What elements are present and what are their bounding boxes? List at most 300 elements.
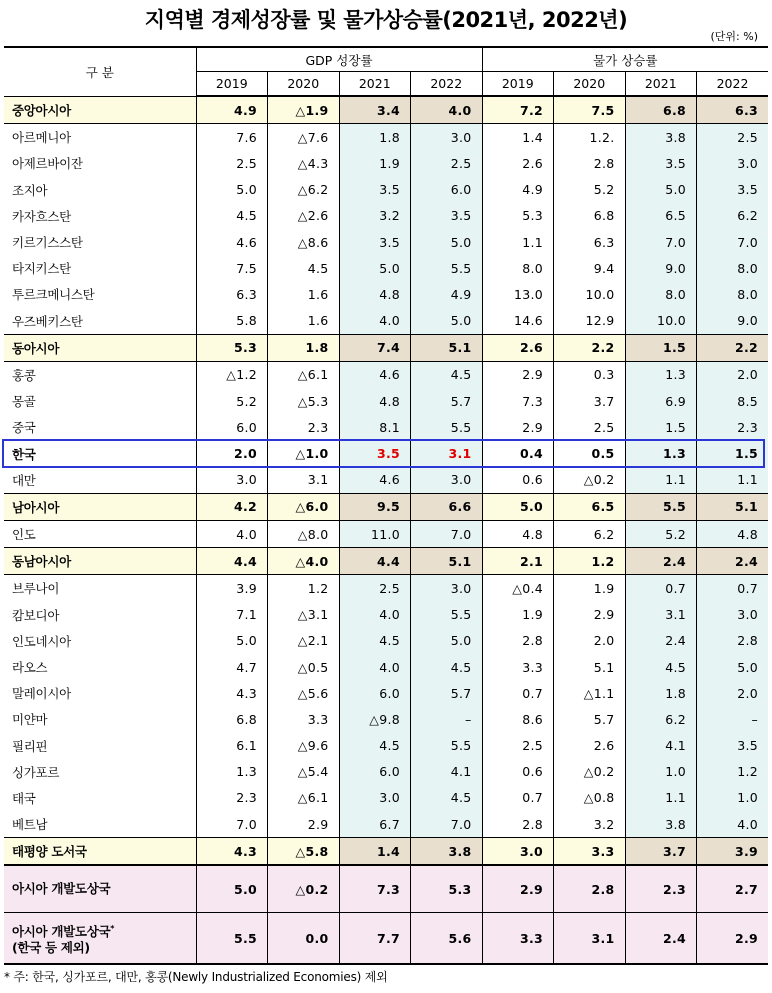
gdp-2022: 3.0 [411, 467, 483, 494]
gdp-2019: 4.7 [196, 654, 268, 680]
cpi-2021: 1.3 [625, 361, 697, 388]
gdp-2022: 6.0 [411, 177, 483, 203]
region-row [4, 96, 768, 124]
gdp-2021: 4.5 [339, 733, 411, 759]
cpi-2019: 0.6 [482, 467, 554, 494]
row-name: 싱가포르 [12, 764, 60, 780]
row-name: 태국 [12, 790, 36, 806]
cpi-2022: 6.2 [697, 203, 769, 229]
cpi-2019: 0.6 [482, 759, 554, 785]
gdp-2021: 6.7 [339, 811, 411, 838]
cpi-2020: 2.0 [554, 628, 626, 654]
row-name: 동남아시아 [4, 548, 196, 575]
header-year: 2022 [411, 72, 483, 97]
gdp-2022: 2.5 [411, 150, 483, 176]
gdp-2021: 4.6 [339, 361, 411, 388]
gdp-2019: 7.1 [196, 602, 268, 628]
cpi-2021: 6.9 [625, 388, 697, 414]
gdp-2019: 6.3 [196, 281, 268, 307]
cpi-2019: 2.9 [482, 865, 554, 913]
country-row [4, 733, 768, 759]
country-row [4, 785, 768, 811]
gdp-2022: 5.0 [411, 308, 483, 335]
cpi-2022: 8.5 [697, 388, 769, 414]
cpi-2020: 6.8 [554, 203, 626, 229]
gdp-2022: 3.0 [411, 124, 483, 151]
country-row [4, 628, 768, 654]
cpi-2019: 1.9 [482, 602, 554, 628]
gdp-2019: 3.9 [196, 575, 268, 602]
row-name: 투르크메니스탄 [12, 287, 95, 303]
gdp-2022: 5.5 [411, 602, 483, 628]
cpi-2021: 10.0 [625, 308, 697, 335]
row-name: 몽골 [12, 394, 36, 410]
cpi-2021: 3.5 [625, 150, 697, 176]
gdp-2022: 5.0 [411, 628, 483, 654]
country-row [4, 467, 768, 494]
gdp-2021: 4.6 [339, 467, 411, 494]
country-row [4, 602, 768, 628]
cpi-2019: 5.3 [482, 203, 554, 229]
gdp-2020: △9.6 [268, 733, 340, 759]
cpi-2022: 1.0 [697, 785, 769, 811]
cpi-2019: 1.1 [482, 229, 554, 255]
gdp-2019: 5.0 [196, 177, 268, 203]
country-row [4, 521, 768, 548]
gdp-2022: 4.5 [411, 654, 483, 680]
row-name: 조지아 [12, 182, 48, 198]
header-year: 2020 [268, 72, 340, 97]
cpi-2021: 2.4 [625, 548, 697, 575]
cpi-2021: 7.0 [625, 229, 697, 255]
cpi-2020: 2.8 [554, 865, 626, 913]
gdp-2019: 4.3 [196, 838, 268, 866]
gdp-2022: 4.9 [411, 281, 483, 307]
country-row [4, 229, 768, 255]
country-row [4, 177, 768, 203]
cpi-2020: 7.5 [554, 96, 626, 124]
row-name: 아제르바이잔 [12, 156, 83, 172]
gdp-2021: 1.8 [339, 124, 411, 151]
gdp-2020: △8.0 [268, 521, 340, 548]
gdp-2020: 1.6 [268, 281, 340, 307]
cpi-2021: 5.0 [625, 177, 697, 203]
row-name: 한국 [12, 446, 36, 462]
gdp-2020: △6.1 [268, 785, 340, 811]
gdp-2021: 4.8 [339, 281, 411, 307]
cpi-2021: 3.8 [625, 124, 697, 151]
gdp-2019: 7.6 [196, 124, 268, 151]
cpi-2022: 3.9 [697, 838, 769, 866]
cpi-2021: 5.2 [625, 521, 697, 548]
cpi-2021: 9.0 [625, 255, 697, 281]
cpi-2022: 2.0 [697, 361, 769, 388]
gdp-2020: 3.3 [268, 706, 340, 732]
cpi-2020: 2.2 [554, 334, 626, 361]
country-row [4, 255, 768, 281]
cpi-2021: 1.3 [625, 440, 697, 466]
gdp-2020: 1.2 [268, 575, 340, 602]
row-name: 카자흐스탄 [12, 208, 71, 224]
cpi-2021: 2.4 [625, 913, 697, 965]
gdp-2021: 3.5 [339, 229, 411, 255]
cpi-2020: △1.1 [554, 680, 626, 706]
page-title: 지역별 경제성장률 및 물가상승률(2021년, 2022년) [144, 8, 628, 32]
gdp-2022: 5.3 [411, 865, 483, 913]
cpi-2021: 1.8 [625, 680, 697, 706]
cpi-2020: 6.3 [554, 229, 626, 255]
header-year: 2020 [554, 72, 626, 97]
cpi-2019: 1.4 [482, 124, 554, 151]
cpi-2022: 2.8 [697, 628, 769, 654]
gdp-2021: 11.0 [339, 521, 411, 548]
row-name: 중앙아시아 [4, 96, 196, 124]
gdp-2021: 4.4 [339, 548, 411, 575]
cpi-2020: 1.9 [554, 575, 626, 602]
row-name: 캄보디아 [12, 607, 60, 623]
cpi-2022: 5.0 [697, 654, 769, 680]
cpi-2019: 4.8 [482, 521, 554, 548]
cpi-2021: 1.0 [625, 759, 697, 785]
cpi-2020: 9.4 [554, 255, 626, 281]
gdp-2019: 6.1 [196, 733, 268, 759]
cpi-2022: 2.5 [697, 124, 769, 151]
country-row [4, 150, 768, 176]
cpi-2019: 0.7 [482, 680, 554, 706]
gdp-2020: △6.2 [268, 177, 340, 203]
cpi-2021: 3.8 [625, 811, 697, 838]
cpi-2019: 4.9 [482, 177, 554, 203]
cpi-2020: 2.8 [554, 150, 626, 176]
gdp-2019: 4.3 [196, 680, 268, 706]
country-row [4, 361, 768, 388]
gdp-2020: △4.3 [268, 150, 340, 176]
gdp-2019: 4.5 [196, 203, 268, 229]
gdp-2020: △6.0 [268, 493, 340, 520]
country-row [4, 759, 768, 785]
cpi-2019: 2.6 [482, 334, 554, 361]
cpi-2021: 2.3 [625, 865, 697, 913]
gdp-2020: 2.9 [268, 811, 340, 838]
cpi-2020: 2.6 [554, 733, 626, 759]
cpi-2021: 6.8 [625, 96, 697, 124]
gdp-2019: 4.4 [196, 548, 268, 575]
gdp-2019: 2.3 [196, 785, 268, 811]
cpi-2019: 3.3 [482, 654, 554, 680]
gdp-2019: 4.2 [196, 493, 268, 520]
gdp-2019: 7.5 [196, 255, 268, 281]
header-year: 2021 [625, 72, 697, 97]
row-name: 아시아 개발도상국 [4, 865, 196, 913]
region-row [4, 334, 768, 361]
gdp-2022: 5.5 [411, 255, 483, 281]
gdp-2021: 4.0 [339, 602, 411, 628]
gdp-2021: 4.5 [339, 628, 411, 654]
cpi-2020: 5.7 [554, 706, 626, 732]
gdp-2021: 3.2 [339, 203, 411, 229]
gdp-2020: △5.8 [268, 838, 340, 866]
region-row [4, 838, 768, 866]
header-year: 2021 [339, 72, 411, 97]
cpi-2021: 5.5 [625, 493, 697, 520]
gdp-2022: 5.5 [411, 733, 483, 759]
country-row [4, 203, 768, 229]
row-name [4, 913, 196, 965]
row-name: 베트남 [12, 817, 48, 833]
gdp-2021: 7.4 [339, 334, 411, 361]
cpi-2020: 6.2 [554, 521, 626, 548]
cpi-2021: 1.5 [625, 334, 697, 361]
row-name: 대만 [12, 472, 36, 488]
cpi-2020: 5.1 [554, 654, 626, 680]
gdp-2020: 0.0 [268, 913, 340, 965]
gdp-2020: △5.4 [268, 759, 340, 785]
cpi-2022: 1.1 [697, 467, 769, 494]
row-name: 인도네시아 [12, 633, 71, 649]
cpi-2022: 2.0 [697, 680, 769, 706]
country-row [4, 124, 768, 151]
gdp-2022: 4.5 [411, 361, 483, 388]
gdp-2019: 6.8 [196, 706, 268, 732]
gdp-2020: △1.9 [268, 96, 340, 124]
gdp-2019: 4.9 [196, 96, 268, 124]
cpi-2019: 7.3 [482, 388, 554, 414]
gdp-2020: △1.0 [268, 440, 340, 466]
gdp-2022: 3.1 [411, 440, 483, 466]
gdp-2020: △2.1 [268, 628, 340, 654]
cpi-2019: △0.4 [482, 575, 554, 602]
cpi-2020: 3.3 [554, 838, 626, 866]
country-row [4, 414, 768, 440]
row-name: 아르메니아 [12, 130, 71, 146]
country-row [4, 654, 768, 680]
gdp-2019: 5.3 [196, 334, 268, 361]
gdp-2021: 7.7 [339, 913, 411, 965]
gdp-2019: 7.0 [196, 811, 268, 838]
gdp-2022: 5.1 [411, 334, 483, 361]
gdp-2019: 5.8 [196, 308, 268, 335]
cpi-2021: 8.0 [625, 281, 697, 307]
cpi-2019: 2.6 [482, 150, 554, 176]
cpi-2022: – [697, 706, 769, 732]
cpi-2022: 5.1 [697, 493, 769, 520]
cpi-2020: 1.2 [554, 548, 626, 575]
cpi-2020: 0.3 [554, 361, 626, 388]
gdp-2021: 6.0 [339, 759, 411, 785]
cpi-2020: 0.5 [554, 440, 626, 466]
gdp-2020: 1.6 [268, 308, 340, 335]
cpi-2019: 5.0 [482, 493, 554, 520]
cpi-2019: 8.0 [482, 255, 554, 281]
gdp-2019: 4.6 [196, 229, 268, 255]
cpi-2019: 14.6 [482, 308, 554, 335]
header-gdp: GDP 성장률 [196, 47, 482, 72]
header-year: 2019 [482, 72, 554, 97]
cpi-2021: 1.5 [625, 414, 697, 440]
cpi-2019: 13.0 [482, 281, 554, 307]
header-row-groups [4, 47, 768, 72]
gdp-2020: 1.8 [268, 334, 340, 361]
header-year: 2019 [196, 72, 268, 97]
gdp-2022: 5.1 [411, 548, 483, 575]
cpi-2019: 0.7 [482, 785, 554, 811]
gdp-2022: 5.6 [411, 913, 483, 965]
row-name: 미얀마 [12, 712, 48, 728]
cpi-2022: 2.9 [697, 913, 769, 965]
gdp-2021: 1.9 [339, 150, 411, 176]
cpi-2019: 2.8 [482, 811, 554, 838]
gdp-2022: 3.8 [411, 838, 483, 866]
gdp-2022: 5.0 [411, 229, 483, 255]
cpi-2021: 4.1 [625, 733, 697, 759]
cpi-2022: 3.5 [697, 733, 769, 759]
gdp-2020: △2.6 [268, 203, 340, 229]
row-name: 홍콩 [12, 367, 36, 383]
cpi-2019: 2.8 [482, 628, 554, 654]
gdp-2021: 6.0 [339, 680, 411, 706]
footnote-marker: * [110, 923, 115, 933]
cpi-2019: 7.2 [482, 96, 554, 124]
header-cpi: 물가 상승률 [482, 47, 768, 72]
gdp-2021: 3.5 [339, 177, 411, 203]
gdp-2021: 4.0 [339, 308, 411, 335]
gdp-2020: △3.1 [268, 602, 340, 628]
gdp-2021: △9.8 [339, 706, 411, 732]
gdp-2019: 6.0 [196, 414, 268, 440]
gdp-2019: 1.3 [196, 759, 268, 785]
gdp-2022: 7.0 [411, 521, 483, 548]
gdp-2022: 4.1 [411, 759, 483, 785]
gdp-2022: 3.0 [411, 575, 483, 602]
gdp-2019: 5.5 [196, 913, 268, 965]
country-row [4, 680, 768, 706]
cpi-2022: 3.5 [697, 177, 769, 203]
gdp-2022: – [411, 706, 483, 732]
gdp-2021: 7.3 [339, 865, 411, 913]
gdp-2020: △7.6 [268, 124, 340, 151]
cpi-2020: △0.2 [554, 467, 626, 494]
cpi-2022: 3.0 [697, 150, 769, 176]
gdp-2021: 8.1 [339, 414, 411, 440]
row-name: 태평양 도서국 [4, 838, 196, 866]
gdp-2021: 3.5 [339, 440, 411, 466]
row-name: 우즈베키스탄 [12, 313, 83, 329]
gdp-2019: 2.5 [196, 150, 268, 176]
country-row [4, 706, 768, 732]
cpi-2022: 1.2 [697, 759, 769, 785]
cpi-2022: 2.7 [697, 865, 769, 913]
gdp-2020: △6.1 [268, 361, 340, 388]
cpi-2021: 2.4 [625, 628, 697, 654]
cpi-2021: 3.7 [625, 838, 697, 866]
cpi-2021: 4.5 [625, 654, 697, 680]
cpi-2019: 3.0 [482, 838, 554, 866]
gdp-2021: 4.8 [339, 388, 411, 414]
row-name: 남아시아 [4, 493, 196, 520]
gdp-2019: 4.0 [196, 521, 268, 548]
region-row [4, 493, 768, 520]
cpi-2019: 2.5 [482, 733, 554, 759]
total-row-developing-asia-excl [4, 913, 768, 965]
cpi-2022: 2.3 [697, 414, 769, 440]
gdp-2020: 4.5 [268, 255, 340, 281]
cpi-2020: 3.1 [554, 913, 626, 965]
row-name: 중국 [12, 420, 36, 436]
cpi-2021: 0.7 [625, 575, 697, 602]
gdp-2022: 5.7 [411, 680, 483, 706]
cpi-2019: 8.6 [482, 706, 554, 732]
gdp-2022: 6.6 [411, 493, 483, 520]
row-name: 말레이시아 [12, 686, 71, 702]
cpi-2020: 2.9 [554, 602, 626, 628]
gdp-2020: 3.1 [268, 467, 340, 494]
country-row [4, 281, 768, 307]
gdp-2020: 2.3 [268, 414, 340, 440]
row-name: 인도 [12, 527, 36, 543]
gdp-2021: 3.0 [339, 785, 411, 811]
gdp-2019: 5.0 [196, 865, 268, 913]
row-name-line1: 아시아 개발도상국 [12, 924, 111, 940]
gdp-2019: △1.2 [196, 361, 268, 388]
cpi-2020: 3.2 [554, 811, 626, 838]
row-name: 동아시아 [4, 334, 196, 361]
cpi-2021: 1.1 [625, 467, 697, 494]
cpi-2020: 1.2. [554, 124, 626, 151]
gdp-2021: 5.0 [339, 255, 411, 281]
cpi-2020: 6.5 [554, 493, 626, 520]
cpi-2019: 2.1 [482, 548, 554, 575]
country-row [4, 575, 768, 602]
unit-label: (단위: %) [710, 30, 758, 43]
row-name: 키르기스스탄 [12, 235, 83, 251]
row-name: 라오스 [12, 660, 48, 676]
gdp-2021: 3.4 [339, 96, 411, 124]
gdp-2022: 3.5 [411, 203, 483, 229]
row-name: 타지키스탄 [12, 261, 71, 277]
country-row [4, 308, 768, 335]
cpi-2022: 1.5 [697, 440, 769, 466]
cpi-2020: △0.8 [554, 785, 626, 811]
gdp-2021: 9.5 [339, 493, 411, 520]
row-name: 필리핀 [12, 738, 48, 754]
total-row-developing-asia [4, 865, 768, 913]
gdp-2022: 4.5 [411, 785, 483, 811]
cpi-2022: 8.0 [697, 281, 769, 307]
cpi-2021: 6.5 [625, 203, 697, 229]
table-body [4, 96, 768, 964]
cpi-2022: 8.0 [697, 255, 769, 281]
gdp-2021: 4.0 [339, 654, 411, 680]
cpi-2021: 1.1 [625, 785, 697, 811]
gdp-2020: △0.2 [268, 865, 340, 913]
cpi-2022: 4.8 [697, 521, 769, 548]
gdp-2019: 2.0 [196, 440, 268, 466]
gdp-2019: 3.0 [196, 467, 268, 494]
row-name: 브루나이 [12, 581, 60, 597]
cpi-2022: 2.2 [697, 334, 769, 361]
footnote: * 주: 한국, 싱가포르, 대만, 홍콩(Newly Industrialized Economies) 제외 [4, 970, 388, 984]
gdp-2020: △4.0 [268, 548, 340, 575]
cpi-2020: 12.9 [554, 308, 626, 335]
cpi-2019: 0.4 [482, 440, 554, 466]
cpi-2020: △0.2 [554, 759, 626, 785]
cpi-2022: 6.3 [697, 96, 769, 124]
data-table [4, 46, 768, 965]
gdp-2019: 5.2 [196, 388, 268, 414]
gdp-2022: 7.0 [411, 811, 483, 838]
region-row [4, 548, 768, 575]
cpi-2020: 2.5 [554, 414, 626, 440]
